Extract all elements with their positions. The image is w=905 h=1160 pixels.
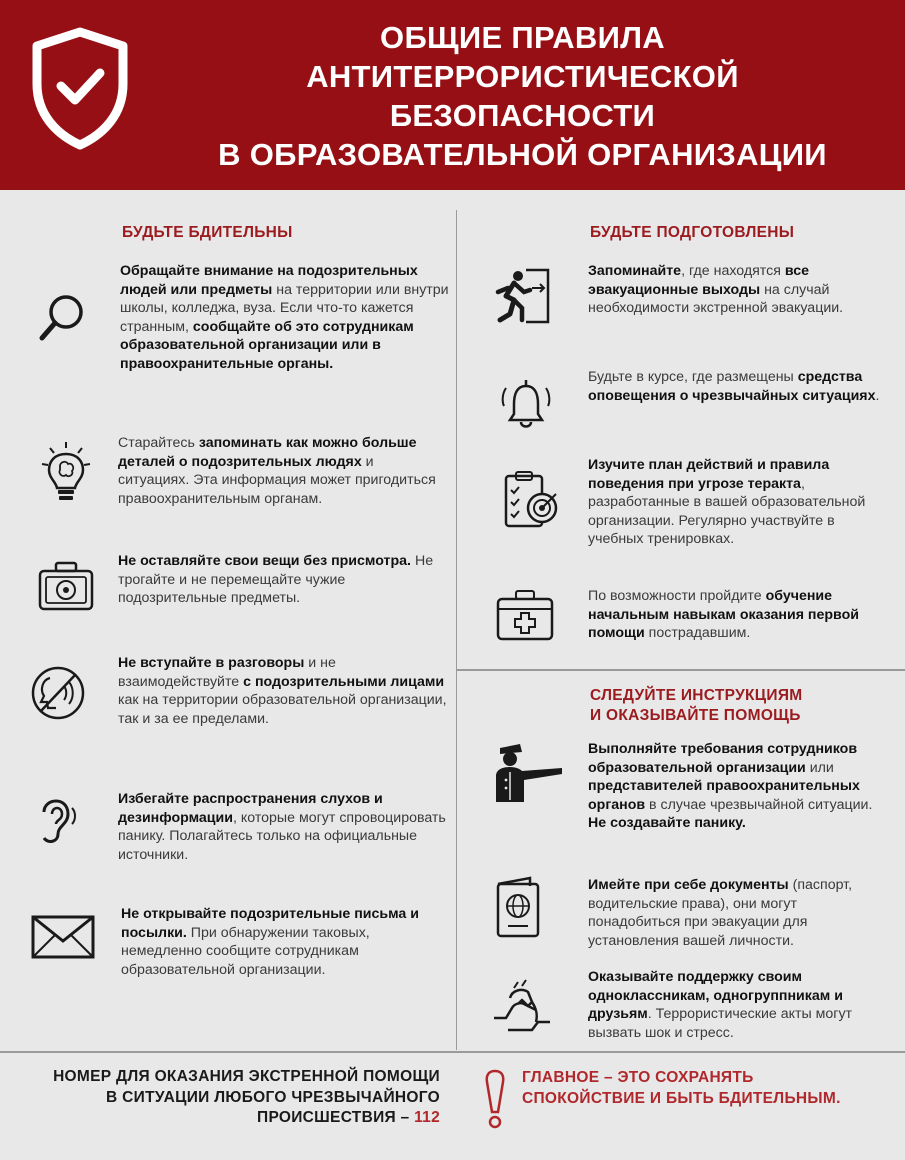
tip-no-talking	[30, 654, 450, 754]
tip-follow-officials	[492, 740, 892, 860]
vertical-divider	[456, 210, 457, 1050]
tip-text-bold: Запоминайте	[588, 263, 682, 279]
tip-text	[588, 456, 888, 549]
tip-text-bold: с подозрительными лицами	[243, 673, 445, 690]
tip-text-bold: Не создавайте панику.	[588, 815, 746, 832]
tip-text-regular: в случае чрезвычайной ситуации.	[645, 796, 873, 813]
title-line: ОБЩИЕ ПРАВИЛА	[380, 20, 665, 55]
tip-remember-details	[30, 434, 450, 534]
first-aid-kit-icon	[494, 587, 556, 643]
tip-text-regular: пострадавшим.	[644, 625, 751, 642]
emergency-exit-icon	[492, 266, 552, 326]
shield-check-icon	[28, 26, 133, 151]
handshake-icon	[492, 978, 552, 1034]
suitcase-icon	[36, 560, 96, 614]
tip-text-bold: запоминать как можно больше деталей о подозрительных людях	[118, 435, 417, 470]
title-line: АНТИТЕРРОРИСТИЧЕСКОЙ	[306, 59, 739, 94]
tip-text	[588, 262, 888, 318]
tip-text-bold: Выполняйте требования сотрудников образовательной организации	[588, 741, 858, 776]
tip-text	[588, 968, 892, 1042]
emergency-number-text	[40, 1067, 440, 1129]
tip-text	[588, 587, 888, 643]
section-title-line: И ОКАЗЫВАЙТЕ ПОМОЩЬ	[590, 707, 801, 724]
section-title-follow-instructions	[590, 686, 803, 726]
tip-text-regular: . Террористические акты могут вызвать шок и стресс.	[588, 1006, 853, 1041]
magnifier-icon	[36, 290, 92, 346]
tip-text	[120, 262, 450, 374]
tip-support	[492, 968, 892, 1048]
tip-text	[118, 790, 448, 864]
tip-text-regular: как на территории образовательной организации, так и за ее пределами.	[118, 692, 447, 727]
tip-text-regular: По возможности пройдите	[588, 588, 766, 604]
tip-text	[588, 740, 892, 833]
tip-text-regular: Не трогайте и не перемещайте чужие подозрительные предметы.	[118, 553, 434, 607]
lightbulb-brain-icon	[36, 440, 96, 504]
tip-belongings	[30, 552, 450, 632]
tip-text-regular: .	[875, 387, 880, 404]
checklist-target-icon	[500, 468, 560, 532]
tip-text-bold: все эвакуационные выходы	[588, 263, 810, 298]
tip-documents	[492, 876, 892, 956]
exclamation-icon	[483, 1068, 507, 1130]
tip-text	[118, 654, 448, 728]
tip-text-bold: Не вступайте в разговоры	[118, 655, 305, 671]
tip-text	[588, 876, 892, 950]
tip-text-regular: на случай необходимости экстренной эвакуации.	[588, 281, 844, 317]
main-message: ГЛАВНОЕ – ЭТО СОХРАНЯТЬ СПОКОЙСТВИЕ И БЫТЬ БДИТЕЛЬНЫМ.	[522, 1069, 841, 1107]
tip-action-plan	[492, 456, 892, 576]
tip-text-regular: Будьте в курсе, где размещены	[588, 369, 798, 385]
tip-text-regular: , разработанные в вашей образовательной организации. Регулярно участвуйте в учебных тренировках.	[588, 475, 866, 548]
section-title-prepared: БУДЬТЕ ПОДГОТОВЛЕНЫ	[590, 224, 795, 241]
tip-first-aid	[492, 587, 892, 667]
no-talking-icon	[30, 664, 86, 722]
tip-letters	[30, 905, 450, 1005]
alarm-bell-icon	[498, 376, 554, 432]
title-line: В ОБРАЗОВАТЕЛЬНОЙ ОРГАНИЗАЦИИ	[218, 137, 827, 172]
tip-text-regular: и ситуациях. Эта информация может пригодиться правоохранительным органам.	[118, 453, 436, 507]
footer-divider	[0, 1051, 905, 1053]
tip-text-bold: Изучите план действий и правила поведения при угрозе теракта	[588, 457, 830, 492]
tip-text-bold: Обращайте внимание на подозрительных людей или предметы	[120, 263, 418, 298]
tip-text-bold: средства оповещения о чрезвычайных ситуациях	[588, 369, 876, 404]
tip-text-regular: , которые могут спровоцировать панику. Полагайтесь только на официальные источники.	[118, 809, 446, 863]
emergency-text: НОМЕР ДЛЯ ОКАЗАНИЯ ЭКСТРЕННОЙ ПОМОЩИ В СИТУАЦИИ ЛЮБОГО ЧРЕЗВЫЧАЙНОГО ПРОИСШЕСТВИЯ –	[53, 1068, 440, 1126]
tip-text-bold: сообщайте об это сотрудникам образовательной организации или в правоохранительные органы.	[120, 318, 414, 372]
tip-text-bold: Избегайте распространения слухов и дезинформации	[118, 791, 383, 826]
emergency-number: 112	[414, 1109, 440, 1126]
passport-icon	[492, 876, 544, 940]
tip-text-regular: или	[805, 759, 834, 776]
tip-text-bold: Не оставляйте свои вещи без присмотра.	[118, 553, 411, 569]
tip-text-regular: и не взаимодействуйте	[118, 655, 336, 690]
tip-text-regular: При обнаружении таковых, немедленно сообщите сотрудникам образовательной организации.	[121, 924, 370, 978]
tip-text-bold: представителей правоохранительных органов	[588, 778, 860, 813]
ear-icon	[34, 790, 78, 846]
header-banner	[0, 0, 905, 190]
tip-text	[588, 368, 888, 405]
title-line: БЕЗОПАСНОСТИ	[389, 98, 656, 133]
tip-evacuation-exits	[492, 262, 892, 342]
tip-alert-systems	[492, 368, 892, 438]
page-title	[140, 18, 905, 174]
tip-text	[118, 552, 448, 608]
tip-text	[121, 905, 451, 979]
tip-text-regular: , где находятся	[681, 263, 785, 279]
tip-text-regular: на территории или внутри школы, колледжа, вуза. Если что-то кажется странным,	[120, 281, 449, 335]
tip-text-regular: (паспорт, водительские права), они могут понадобиться при эвакуации для установления вашей личности.	[588, 877, 853, 949]
tip-text	[118, 434, 448, 508]
police-officer-icon	[492, 740, 564, 804]
section-title-vigilant: БУДЬТЕ БДИТЕЛЬНЫ	[122, 224, 293, 241]
envelope-icon	[30, 913, 96, 961]
horizontal-divider	[457, 669, 905, 671]
section-title-line: СЛЕДУЙТЕ ИНСТРУКЦИЯМ	[590, 687, 803, 704]
tip-text-bold: Имейте при себе документы	[588, 877, 789, 893]
tip-text-regular: Старайтесь	[118, 435, 199, 451]
tip-text-bold: обучение начальным навыкам оказания первой помощи	[588, 588, 859, 642]
tip-rumors	[30, 790, 450, 870]
tip-text-bold: Оказывайте поддержку своим одноклассникам, одногруппникам и друзьям	[588, 969, 843, 1023]
tip-text-bold: Не открывайте подозрительные письма и посылки.	[121, 906, 419, 941]
tip-suspicious-people	[30, 262, 450, 422]
